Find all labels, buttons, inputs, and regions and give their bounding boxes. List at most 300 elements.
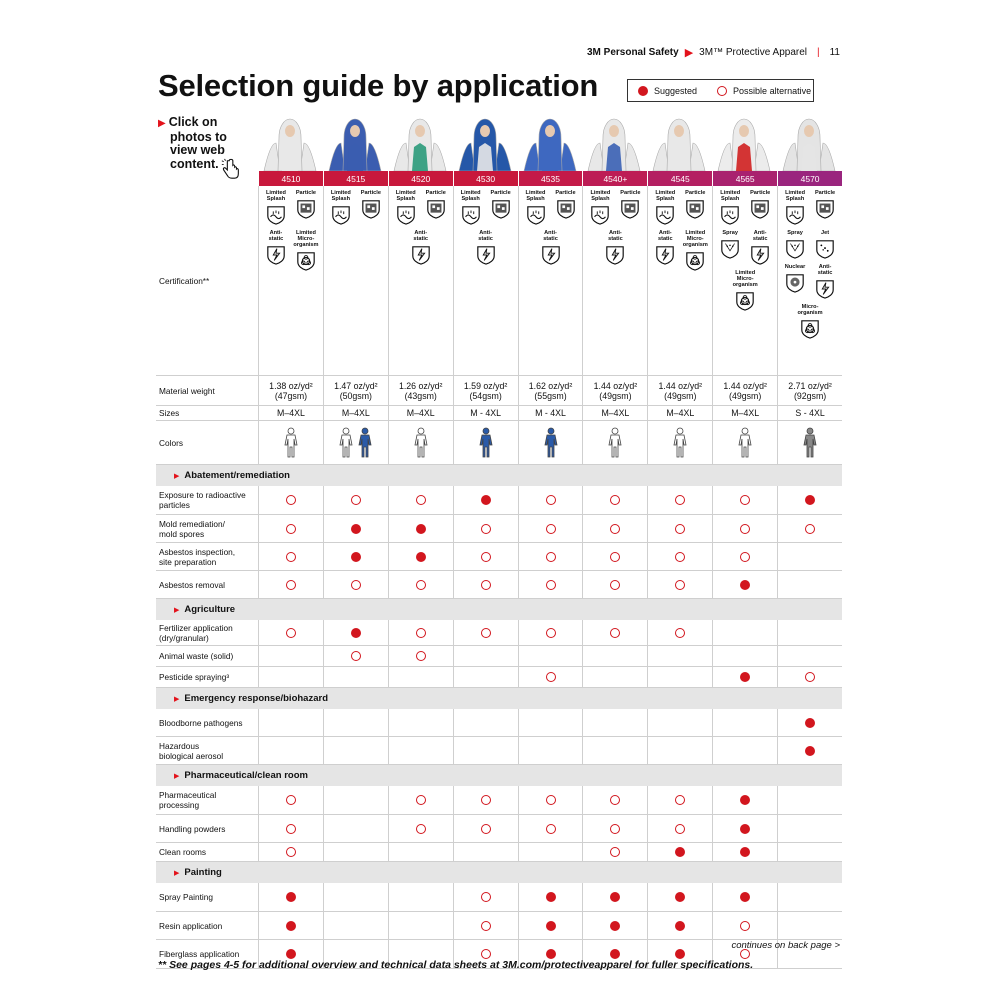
certification-name: Particle [490,190,511,196]
section-title: Painting [184,867,222,878]
certification-item [782,230,808,260]
coverall-suit-icon [323,113,387,171]
application-label-line: Fiberglass application [159,949,240,959]
colors-label: Colors [159,437,183,448]
certification-shield-icon [266,204,286,226]
weight-value: 1.26 oz/yd² [398,380,443,391]
application-label [156,786,258,814]
certification-item [797,304,823,340]
color-cell [582,421,647,464]
row-label-empty [156,171,258,186]
rating-cell [258,786,323,814]
certification-shield-icon [750,198,770,220]
certification-name: Particle [425,190,446,196]
certification-shield-icon [331,204,351,226]
application-label-line: Spray Painting [159,892,213,902]
application-label [156,543,258,570]
certification-name: Particle [295,190,317,196]
certification-group [732,270,758,312]
alternative-circle-icon [416,628,426,638]
suggested-dot-icon [546,949,556,959]
alternative-circle-icon [610,847,620,857]
alternative-circle-icon [481,949,491,959]
suggested-dot-icon [416,552,426,562]
rating-cell [258,709,323,736]
rating-cell [712,843,777,861]
rating-cell [323,486,388,514]
color-cell [712,421,777,464]
certification-name: Limited Micro-organism [682,230,708,248]
material-weight-cell [777,376,842,405]
rating-cell [647,620,712,645]
application-label-line: Pesticide spraying³ [159,672,230,682]
application-label [156,737,258,764]
rating-cell [712,667,777,687]
material-weight-row [156,376,842,406]
rating-cell [258,667,323,687]
rating-cell [777,709,842,736]
alternative-circle-icon [546,672,556,682]
application-label [156,843,258,861]
rating-cell [323,912,388,939]
certification-name: Limited Splash [590,190,611,202]
section-title: Agriculture [184,604,236,615]
certification-group [393,190,449,226]
product-photo-4565[interactable] [711,113,776,171]
alternative-circle-icon [675,628,685,638]
product-photos[interactable] [258,113,841,171]
rating-cell [647,515,712,542]
certification-cell-4510 [258,186,323,375]
continues-note[interactable]: continues on back page > [731,940,840,951]
certification-group [782,264,838,300]
alternative-circle-icon [610,580,620,590]
weight-gsm: (92gsm) [793,390,827,401]
rating-cell [647,786,712,814]
sizes-label: Sizes [159,408,180,418]
certification-group [782,230,838,260]
model-code-4520[interactable]: 4520 [388,171,453,186]
application-label-line: (dry/granular) [159,632,209,643]
alternative-circle-icon [675,552,685,562]
color-cell [323,421,388,464]
certification-shield-icon [685,198,705,220]
product-photo-4540+[interactable] [582,113,647,171]
certification-group [263,230,319,272]
suggested-dot-icon [675,847,685,857]
certification-name: Nuclear [784,264,806,270]
suggested-dot-icon [286,892,296,902]
rating-cell [777,543,842,570]
application-label-line: Handling powders [159,823,226,834]
rating-cell [453,543,518,570]
certification-shield-icon [785,238,805,260]
certification-item [293,230,319,272]
brand-label: 3M Personal Safety [586,47,679,58]
alternative-circle-icon [805,672,815,682]
certification-shield-icon [735,290,755,312]
triangle-icon: ▶ [684,47,694,59]
material-weight-label: Material weight [159,385,215,396]
rating-cell [582,786,647,814]
certification-name: Limited Splash [525,190,546,202]
certification-shield-icon [491,198,511,220]
weight-gsm: (54gsm) [469,390,502,401]
certification-group [587,190,643,226]
rating-cell [647,737,712,764]
coverall-suit-icon [518,113,582,171]
coverall-suit-icon [582,113,646,171]
alternative-circle-icon [610,824,620,834]
alternative-circle-icon [610,495,620,505]
rating-cell [388,515,453,542]
click-photos-note[interactable] [158,116,258,171]
rating-cell [258,646,323,666]
rating-cell [258,486,323,514]
rating-cell [323,646,388,666]
rating-cell [323,709,388,736]
alternative-circle-icon [286,552,296,562]
person-figure-icon [607,427,623,459]
certification-group [523,190,579,226]
section-header [156,599,842,620]
product-photo-4535[interactable] [517,113,582,171]
person-figure-icon [672,427,688,459]
model-code-4510[interactable]: 4510 [258,171,323,186]
alternative-circle-icon [675,824,685,834]
rating-cell [582,912,647,939]
application-label-line: Mold remediation/ [159,518,225,529]
certification-shield-icon [815,198,835,220]
certification-group [538,230,564,266]
application-label [156,486,258,514]
rating-cell [453,786,518,814]
table-row [156,737,842,765]
click-note-line: Click on [168,115,218,129]
rating-cell [388,646,453,666]
certification-name: Limited Splash [395,190,416,202]
certification-shield-icon [461,204,481,226]
certification-shield-icon [361,198,381,220]
rating-cell [258,883,323,911]
certification-name: Particle [620,190,641,196]
rating-cell [388,543,453,570]
rating-cell [388,737,453,764]
application-label [156,646,258,666]
certification-shield-icon [720,204,740,226]
rating-cell [453,737,518,764]
certification-shield-icon [541,244,561,266]
certification-name: Limited Micro-organism [732,270,758,288]
rating-cell [777,486,842,514]
application-label-line: Exposure to radioactive [159,490,246,500]
rating-cell [323,737,388,764]
rating-cell [777,843,842,861]
application-label-line: biological aerosol [159,750,224,761]
alternative-circle-icon [546,524,556,534]
certification-item [523,190,549,226]
application-label-line: Asbestos inspection, [159,546,236,557]
certification-item [263,190,289,226]
certification-name: Anti-static [543,230,558,242]
rating-cell [518,843,583,861]
rating-cell [712,815,777,842]
alternative-circle-icon [286,824,296,834]
certification-cell-4515 [323,186,388,375]
alternative-circle-icon [546,795,556,805]
certification-shield-icon [620,198,640,220]
person-figure-icon [413,427,429,459]
certification-item [812,264,838,300]
section-label: 3M™ Protective Apparel [699,47,807,58]
rating-cell [388,815,453,842]
certification-name: Micro-organism [797,304,823,316]
alternative-circle-icon [546,495,556,505]
person-figure-icon [802,427,818,459]
product-photo-4530[interactable] [452,113,517,171]
application-label-line: processing [159,800,200,810]
rating-cell [518,646,583,666]
suggested-dot-icon [286,921,296,931]
rating-cell [777,515,842,542]
triangle-icon: ▶ [174,869,180,877]
certification-group [782,190,838,226]
suggested-dot-icon [805,495,815,505]
certification-group [797,304,823,340]
certification-item [682,190,708,226]
model-code-4515[interactable]: 4515 [323,171,388,186]
alternative-circle-icon [481,921,491,931]
rating-cell [258,815,323,842]
alternative-circle-icon [675,795,685,805]
rating-cell [582,709,647,736]
alternative-circle-icon [546,628,556,638]
application-label-line: Pharmaceutical [159,790,217,800]
rating-cell [582,515,647,542]
certification-item [782,190,808,226]
rating-cell [582,543,647,570]
certification-item [812,190,838,226]
alternative-circle-icon [546,824,556,834]
certification-shield-icon [785,204,805,226]
rating-cell [777,646,842,666]
suggested-dot-icon [351,628,361,638]
material-weight-cell [388,376,453,405]
application-label [156,883,258,911]
model-code-4570[interactable]: 4570 [777,171,842,186]
triangle-icon: ▶ [174,695,180,703]
rating-cell [647,883,712,911]
product-photo-4515[interactable] [323,113,388,171]
rating-cell [777,667,842,687]
product-photo-4570[interactable] [776,113,841,171]
rating-cell [582,883,647,911]
certification-cell-4520 [388,186,453,375]
rating-cell [647,843,712,861]
weight-value: 1.44 oz/yd² [593,380,638,391]
weight-gsm: (49gsm) [599,390,632,401]
certification-name: Particle [814,190,836,196]
suggested-dot-icon [740,847,750,857]
application-label-line: Bloodborne pathogens [159,717,243,728]
alternative-circle-icon [286,628,296,638]
alternative-circle-icon [740,524,750,534]
rating-cell [258,571,323,598]
weight-value: 1.44 oz/yd² [723,380,767,391]
certification-shield-icon [476,244,496,266]
suggested-dot-icon [740,892,750,902]
certification-cell-4545 [647,186,712,375]
section-title: Pharmaceutical/clean room [184,770,308,781]
suggested-dot-icon [740,795,750,805]
alternative-circle-icon [675,580,685,590]
alternative-circle-icon [675,524,685,534]
certification-shield-icon [785,272,805,294]
model-code-4565[interactable]: 4565 [712,171,777,186]
certification-item [717,190,743,226]
certification-item [408,230,434,266]
application-label-line: Resin application [159,920,223,931]
model-code-4540+[interactable]: 4540+ [582,171,647,186]
model-code-4545[interactable]: 4545 [647,171,712,186]
alternative-circle-icon [740,495,750,505]
product-photo-4520[interactable] [388,113,453,171]
size-cell: M–4XL [647,406,712,420]
certification-shield-icon [655,204,675,226]
color-cell [518,421,583,464]
certification-item [732,270,758,312]
certification-cell-4540+ [582,186,647,375]
rating-cell [518,515,583,542]
certification-item [652,190,678,226]
certification-label: Certification** [159,275,210,286]
weight-value: 1.44 oz/yd² [658,380,703,391]
product-photo-4510[interactable] [258,113,323,171]
application-label [156,571,258,598]
legend-suggested-label: Suggested [654,85,698,96]
certification-shield-icon [800,318,820,340]
suggested-dot-icon [740,824,750,834]
table-row [156,571,842,599]
certification-group [458,190,514,226]
certification-group [408,230,434,266]
certification-shield-icon [685,250,705,272]
rating-cell [323,883,388,911]
rating-cell [258,543,323,570]
application-label-line: mold spores [159,528,205,539]
certification-cell-4530 [453,186,518,375]
model-code-4530[interactable]: 4530 [453,171,518,186]
size-cell: M–4XL [582,406,647,420]
certification-name: Limited Splash [330,190,351,202]
page-header [587,46,840,59]
alternative-circle-icon [481,892,491,902]
coverall-suit-icon [258,113,322,171]
rating-cell [388,620,453,645]
suggested-dot-icon [546,921,556,931]
weight-gsm: (55gsm) [534,390,567,401]
certification-shield-icon [266,244,286,266]
legend-alternative-label: Possible alternative [733,85,812,96]
rating-cell [647,543,712,570]
certification-name: Spray [722,230,738,236]
rating-cell [777,912,842,939]
alternative-circle-icon [416,495,426,505]
rating-cell [518,815,583,842]
rating-cell [388,571,453,598]
suggested-dot-icon [610,892,620,902]
table-row [156,709,842,737]
application-label-line: Animal waste (solid) [159,651,234,661]
click-note-line: view web [170,143,225,157]
certification-item [717,230,743,266]
color-cell [777,421,842,464]
rating-cell [453,646,518,666]
suggested-dot-icon [351,552,361,562]
rating-cell [712,620,777,645]
alternative-circle-icon [416,651,426,661]
alternative-circle-icon [416,795,426,805]
color-cell [388,421,453,464]
size-cell: M - 4XL [518,406,583,420]
alternative-circle-icon [481,524,491,534]
certification-group [652,230,708,272]
certification-name: Jet [821,230,830,236]
alternative-circle-icon [610,524,620,534]
certification-item [747,190,773,226]
weight-value: 2.71 oz/yd² [788,380,832,391]
certification-name: Spray [787,230,803,236]
application-label-line: particles [159,500,190,510]
rating-cell [453,620,518,645]
model-code-4535[interactable]: 4535 [518,171,583,186]
person-figure-icon [737,427,753,459]
certification-group [328,190,384,226]
suggested-dot-icon [546,892,556,902]
size-cell: M - 4XL [453,406,518,420]
person-figure-icon [283,427,299,459]
coverall-suit-icon [777,113,841,171]
alternative-circle-icon [805,524,815,534]
certification-shield-icon [815,238,835,260]
alternative-circle-icon [286,580,296,590]
triangle-icon: ▶ [174,772,180,780]
rating-cell [712,571,777,598]
certification-shield-icon [526,204,546,226]
alternative-circle-icon [740,552,750,562]
product-photo-4545[interactable] [647,113,712,171]
color-cell [647,421,712,464]
certification-shield-icon [396,204,416,226]
application-label [156,815,258,842]
rating-cell [712,737,777,764]
certification-name: Particle [685,190,706,196]
rating-cell [582,571,647,598]
suggested-dot-icon [416,524,426,534]
certification-item [393,190,419,226]
certification-name: Anti-static [478,230,493,242]
certification-shield-icon [720,238,740,260]
material-weight-cell [582,376,647,405]
application-label [156,515,258,542]
certification-item [682,230,708,272]
selection-table [156,171,842,969]
application-label-line: Fertilizer application [159,622,233,633]
application-label-line: Asbestos removal [159,579,225,590]
certification-row [156,186,842,376]
weight-value: 1.59 oz/yd² [463,380,508,391]
rating-cell [712,543,777,570]
